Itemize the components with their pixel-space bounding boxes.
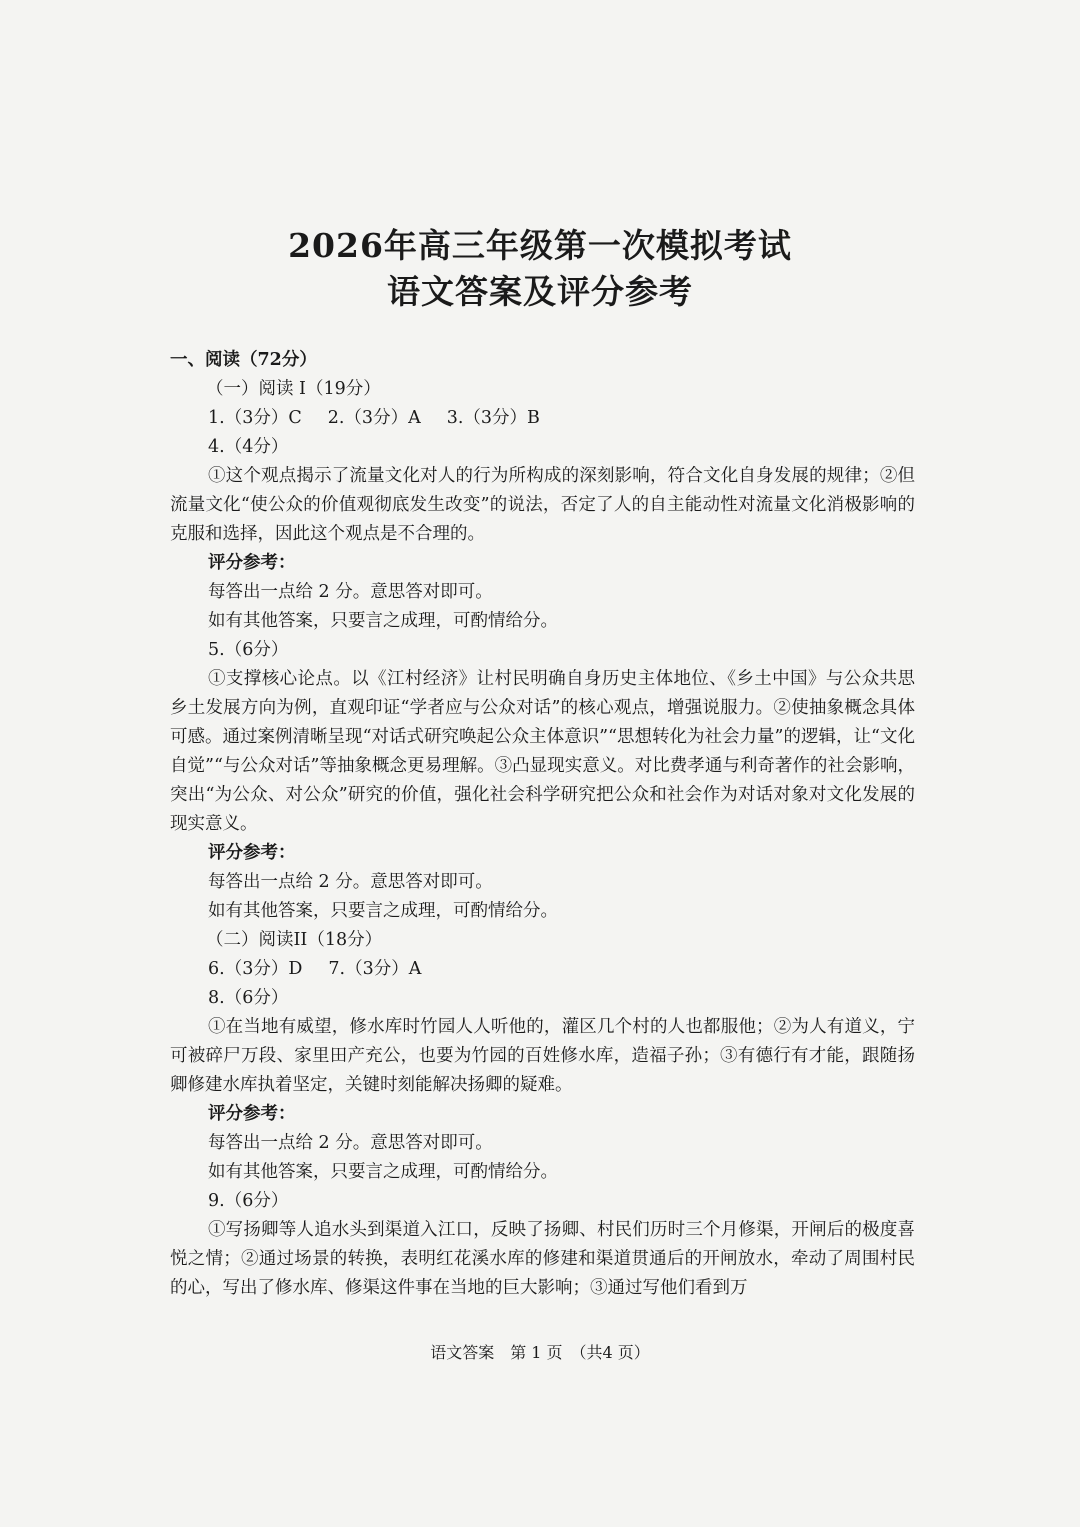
answer-q7: 7.（3分）A <box>328 959 422 979</box>
answer-content <box>170 346 915 1303</box>
scoring-q5-1: 每答出一点给 2 分。意思答对即可。 <box>208 872 493 892</box>
question-label-q8: 8.（6分） <box>208 988 289 1008</box>
answer-q4: ①这个观点揭示了流量文化对人的行为所构成的深刻影响，符合文化自身发展的规律；②但流量文化“使公众的价值观彻底发生改变”的说法，否定了人的自主能动性对流量文化消极影响的克服和选择，因此这个观点是不合理的。 <box>170 466 915 544</box>
section-heading-reading: 一、阅读（72分） <box>170 350 317 370</box>
part-heading-reading-2: （二）阅读II（18分） <box>206 930 383 950</box>
question-label-q4: 4.（4分） <box>208 437 289 457</box>
page-subtitle: 语文答案及评分参考 <box>387 272 693 311</box>
part-heading-reading-1: （一）阅读 I（19分） <box>206 379 381 399</box>
answer-q9: ①写扬卿等人追水头到渠道入江口，反映了扬卿、村民们历时三个月修渠，开闸后的极度喜悦之情；②通过场景的转换，表明红花溪水库的修建和渠道贯通后的开闸放水，牵动了周围村民的心，写出了修水库、修渠这件事在当地的巨大影响；③通过写他们看到万 <box>170 1220 915 1298</box>
answer-q5: ①支撑核心论点。以《江村经济》让村民明确自身历史主体地位、《乡土中国》与公众共思乡土发展方向为例，直观印证“学者应与公众对话”的核心观点，增强说服力。②使抽象概念具体可感。通过案例清晰呈现“对话式研究唤起公众主体意识”“思想转化为社会力量”的逻辑，让“文化自觉”“与公众对话”等抽象概念更易理解。③凸显现实意义。对比费孝通与利奇著作的社会影响，突出“为公众、对公众”研究的价值，强化社会科学研究把公众和社会作为对话对象对文化发展的现实意义。 <box>170 669 915 834</box>
scoring-q4-1: 每答出一点给 2 分。意思答对即可。 <box>208 582 493 602</box>
scoring-label-q5: 评分参考： <box>208 843 296 863</box>
scoring-q4-2: 如有其他答案，只要言之成理，可酌情给分。 <box>208 611 558 631</box>
scoring-q8-1: 每答出一点给 2 分。意思答对即可。 <box>208 1133 493 1153</box>
answer-q3: 3.（3分）B <box>446 408 540 428</box>
question-label-q5: 5.（6分） <box>208 640 289 660</box>
scoring-label-q4: 评分参考： <box>208 553 296 573</box>
answer-q8: ①在当地有威望，修水库时竹园人人听他的，灌区几个村的人也都服他；②为人有道义，宁可被碎尸万段、家里田产充公，也要为竹园的百姓修水库，造福子孙；③有德行有才能，跟随扬卿修建水库执着坚定，关键时刻能解决扬卿的疑难。 <box>170 1017 915 1095</box>
answers-q1-q3 <box>170 404 915 433</box>
scoring-q8-2: 如有其他答案，只要言之成理，可酌情给分。 <box>208 1162 558 1182</box>
answer-q2: 2.（3分）A <box>327 408 421 428</box>
answer-q1: 1.（3分）C <box>208 408 302 428</box>
page-footer: 语文答案 第 1 页 （共4 页） <box>430 1343 650 1362</box>
answers-q6-q7 <box>170 955 915 984</box>
answer-q6: 6.（3分）D <box>208 959 303 979</box>
scoring-label-q8: 评分参考： <box>208 1104 296 1124</box>
page-title: 2026年高三年级第一次模拟考试 <box>288 226 792 265</box>
question-label-q9: 9.（6分） <box>208 1191 289 1211</box>
scoring-q5-2: 如有其他答案，只要言之成理，可酌情给分。 <box>208 901 558 921</box>
